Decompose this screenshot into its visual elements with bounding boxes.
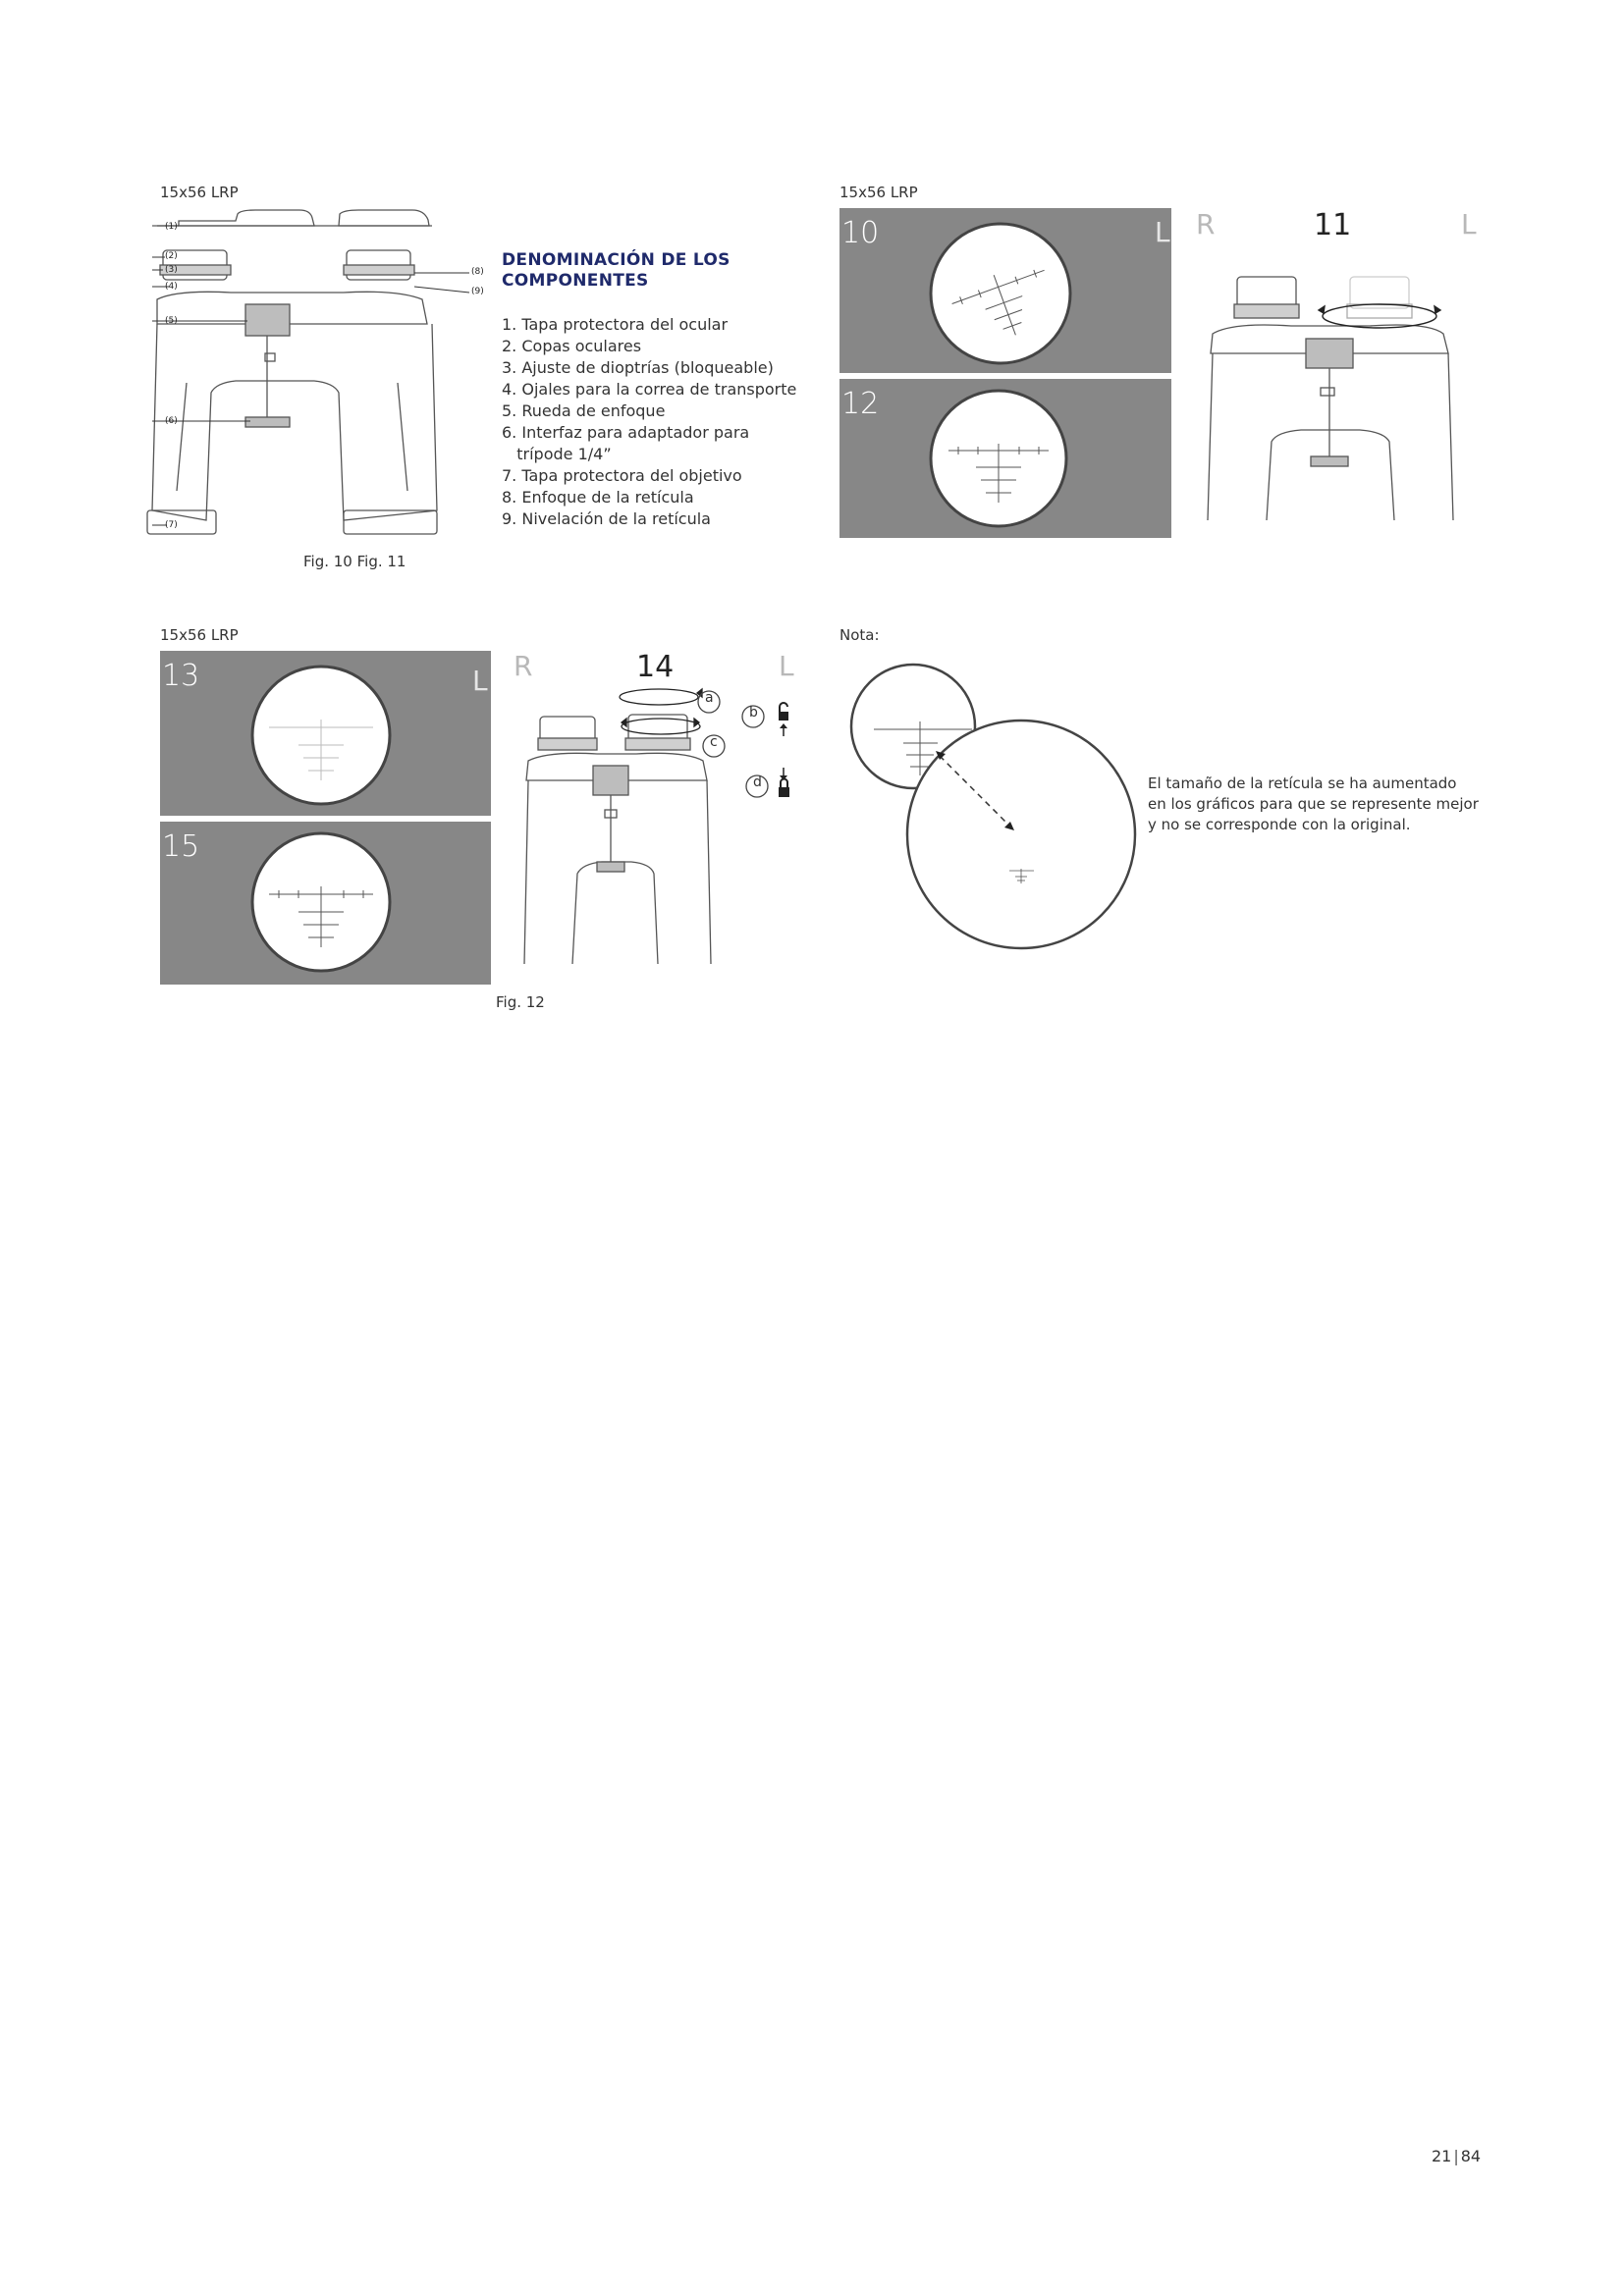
list-item: trípode 1/4” [502, 445, 612, 463]
reticle-view-blurred [247, 663, 395, 808]
lock-open-icon [779, 703, 788, 736]
panel-13-number: 13 [162, 659, 200, 693]
fig-caption-10-11: Fig. 10 Fig. 11 [303, 553, 406, 570]
marker-d: d [753, 774, 762, 790]
marker-a: a [705, 690, 714, 706]
binocular-front-illustration [157, 206, 491, 545]
nota-text-line2: en los gráficos para que se represente mejor [1148, 795, 1479, 813]
list-item: 7. Tapa protectora del objetivo [502, 466, 742, 485]
list-item: 5. Rueda de enfoque [502, 401, 666, 420]
panel-13-side: L [472, 665, 488, 697]
fig11-number: 11 [1314, 208, 1352, 242]
callout-2: (2) [165, 251, 178, 261]
callout-7: (7) [165, 520, 178, 530]
callout-9: (9) [471, 287, 484, 296]
reticle-view-tilted [927, 220, 1074, 367]
page-number: 21 | 84 [1432, 2147, 1482, 2165]
panel-12-number: 12 [841, 387, 880, 421]
binocular-reticle-leveling-illustration [1213, 275, 1448, 525]
page-number-total: 84 [1460, 2147, 1482, 2165]
panel-13 [160, 651, 491, 816]
nota-label: Nota: [839, 626, 880, 644]
callout-4: (4) [165, 282, 178, 292]
panel-10 [839, 208, 1171, 373]
marker-c: c [710, 734, 718, 750]
nota-text [1148, 774, 1487, 835]
callout-5: (5) [165, 316, 178, 326]
fig-caption-12: Fig. 12 [496, 993, 545, 1011]
page-number-current: 21 [1432, 2147, 1452, 2165]
panel-15 [160, 822, 491, 985]
reticle-magnification-illustration [849, 663, 1149, 957]
panel-10-number: 10 [841, 216, 880, 250]
fig14-number: 14 [636, 650, 675, 684]
fig11-r-label: R [1196, 208, 1216, 240]
components-heading [502, 250, 731, 292]
callout-6: (6) [165, 416, 178, 426]
fig11-l-label: L [1461, 208, 1477, 240]
reticle-view-sharp [247, 829, 395, 975]
fig14-l-label: L [779, 650, 794, 682]
list-item: 6. Interfaz para adaptador para [502, 423, 750, 442]
callout-8: (8) [471, 267, 484, 277]
callout-1: (1) [165, 222, 178, 232]
nota-text-line3: y no se corresponde con la original. [1148, 816, 1411, 833]
list-item: 3. Ajuste de dioptrías (bloqueable) [502, 358, 774, 377]
model-label-top-right: 15x56 LRP [839, 184, 918, 201]
list-item: 2. Copas oculares [502, 337, 642, 355]
binocular-reticle-focus-illustration [528, 687, 823, 967]
model-label-top-left: 15x56 LRP [160, 184, 239, 201]
list-item: 8. Enfoque de la retícula [502, 488, 694, 507]
list-item: 4. Ojales para la correa de transporte [502, 380, 797, 399]
components-heading-line2: COMPONENTES [502, 271, 649, 291]
nota-text-line1: El tamaño de la retícula se ha aumentado [1148, 774, 1457, 792]
marker-b: b [749, 705, 758, 721]
list-item: 1. Tapa protectora del ocular [502, 315, 729, 334]
reticle-view-level [927, 387, 1070, 530]
components-list [502, 314, 796, 530]
panel-12 [839, 379, 1171, 538]
panel-10-side: L [1155, 216, 1170, 248]
components-heading-line1: DENOMINACIÓN DE LOS [502, 250, 731, 270]
fig14-r-label: R [514, 650, 533, 682]
callout-3: (3) [165, 265, 178, 275]
lock-closed-icon [779, 768, 789, 797]
model-label-bottom-left: 15x56 LRP [160, 626, 239, 644]
panel-15-number: 15 [162, 829, 200, 864]
list-item: 9. Nivelación de la retícula [502, 509, 711, 528]
